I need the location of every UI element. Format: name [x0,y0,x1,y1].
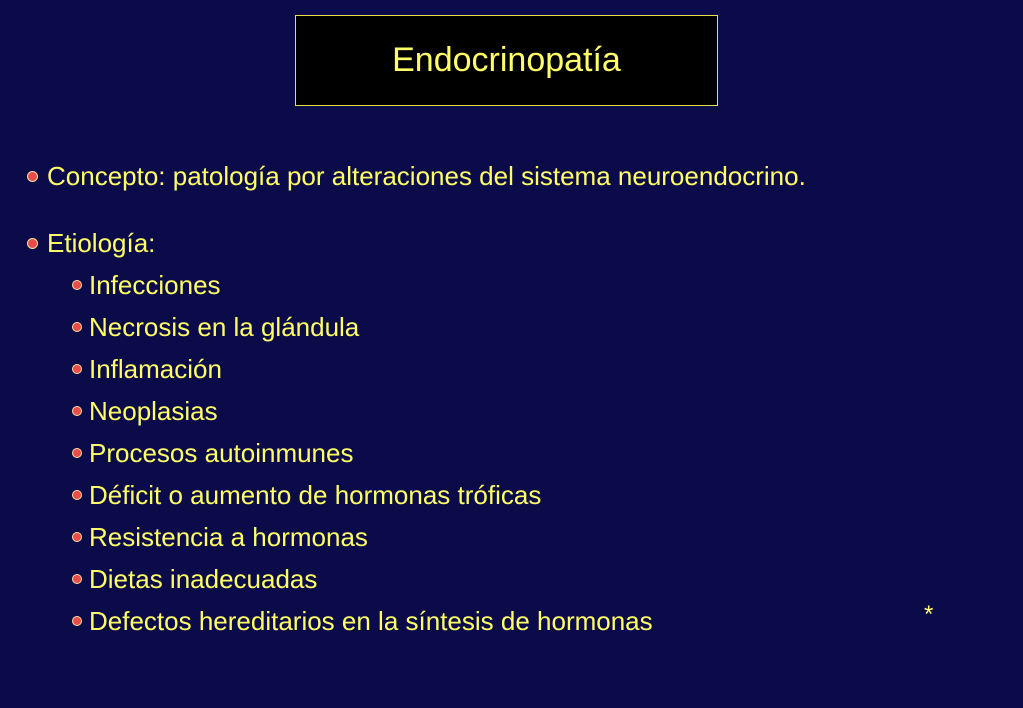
concept-bullet [27,159,806,193]
bullet-icon [72,322,82,332]
etiology-item [72,436,353,470]
etiology-item-text: Defectos hereditarios en la síntesis de hormonas [89,606,653,636]
etiology-item-text: Procesos autoinmunes [89,438,354,468]
etiology-item-text: Resistencia a hormonas [89,522,368,552]
etiology-item [72,478,541,512]
footnote-marker: * [924,601,934,628]
bullet-icon [72,574,82,584]
bullet-icon [27,238,38,249]
bullet-icon [72,364,82,374]
bullet-icon [72,490,82,500]
etiology-item [72,352,222,386]
etiology-item-text: Inflamación [89,354,222,384]
bullet-icon [72,280,82,290]
etiology-item [72,562,317,596]
etiology-label: Etiología: [47,228,156,258]
etiology-item-text: Necrosis en la glándula [89,312,360,342]
etiology-item [72,604,653,638]
bullet-icon [72,406,82,416]
etiology-item [72,268,221,302]
etiology-item [72,310,359,344]
slide-title: Endocrinopatía [392,41,621,79]
concept-text: Concepto: patología por alteraciones del sistema neuroendocrino. [47,161,806,191]
etiology-item-text: Neoplasias [89,396,218,426]
bullet-icon [27,171,38,182]
etiology-item [72,520,368,554]
etiology-item-text: Déficit o aumento de hormonas tróficas [89,480,542,510]
bullet-icon [72,532,82,542]
bullet-icon [72,448,82,458]
etiology-item-text: Dietas inadecuadas [89,564,318,594]
slide-title-box [295,15,718,106]
etiology-item-text: Infecciones [89,270,221,300]
etiology-item [72,394,218,428]
bullet-icon [72,616,82,626]
etiology-bullet [27,226,155,260]
